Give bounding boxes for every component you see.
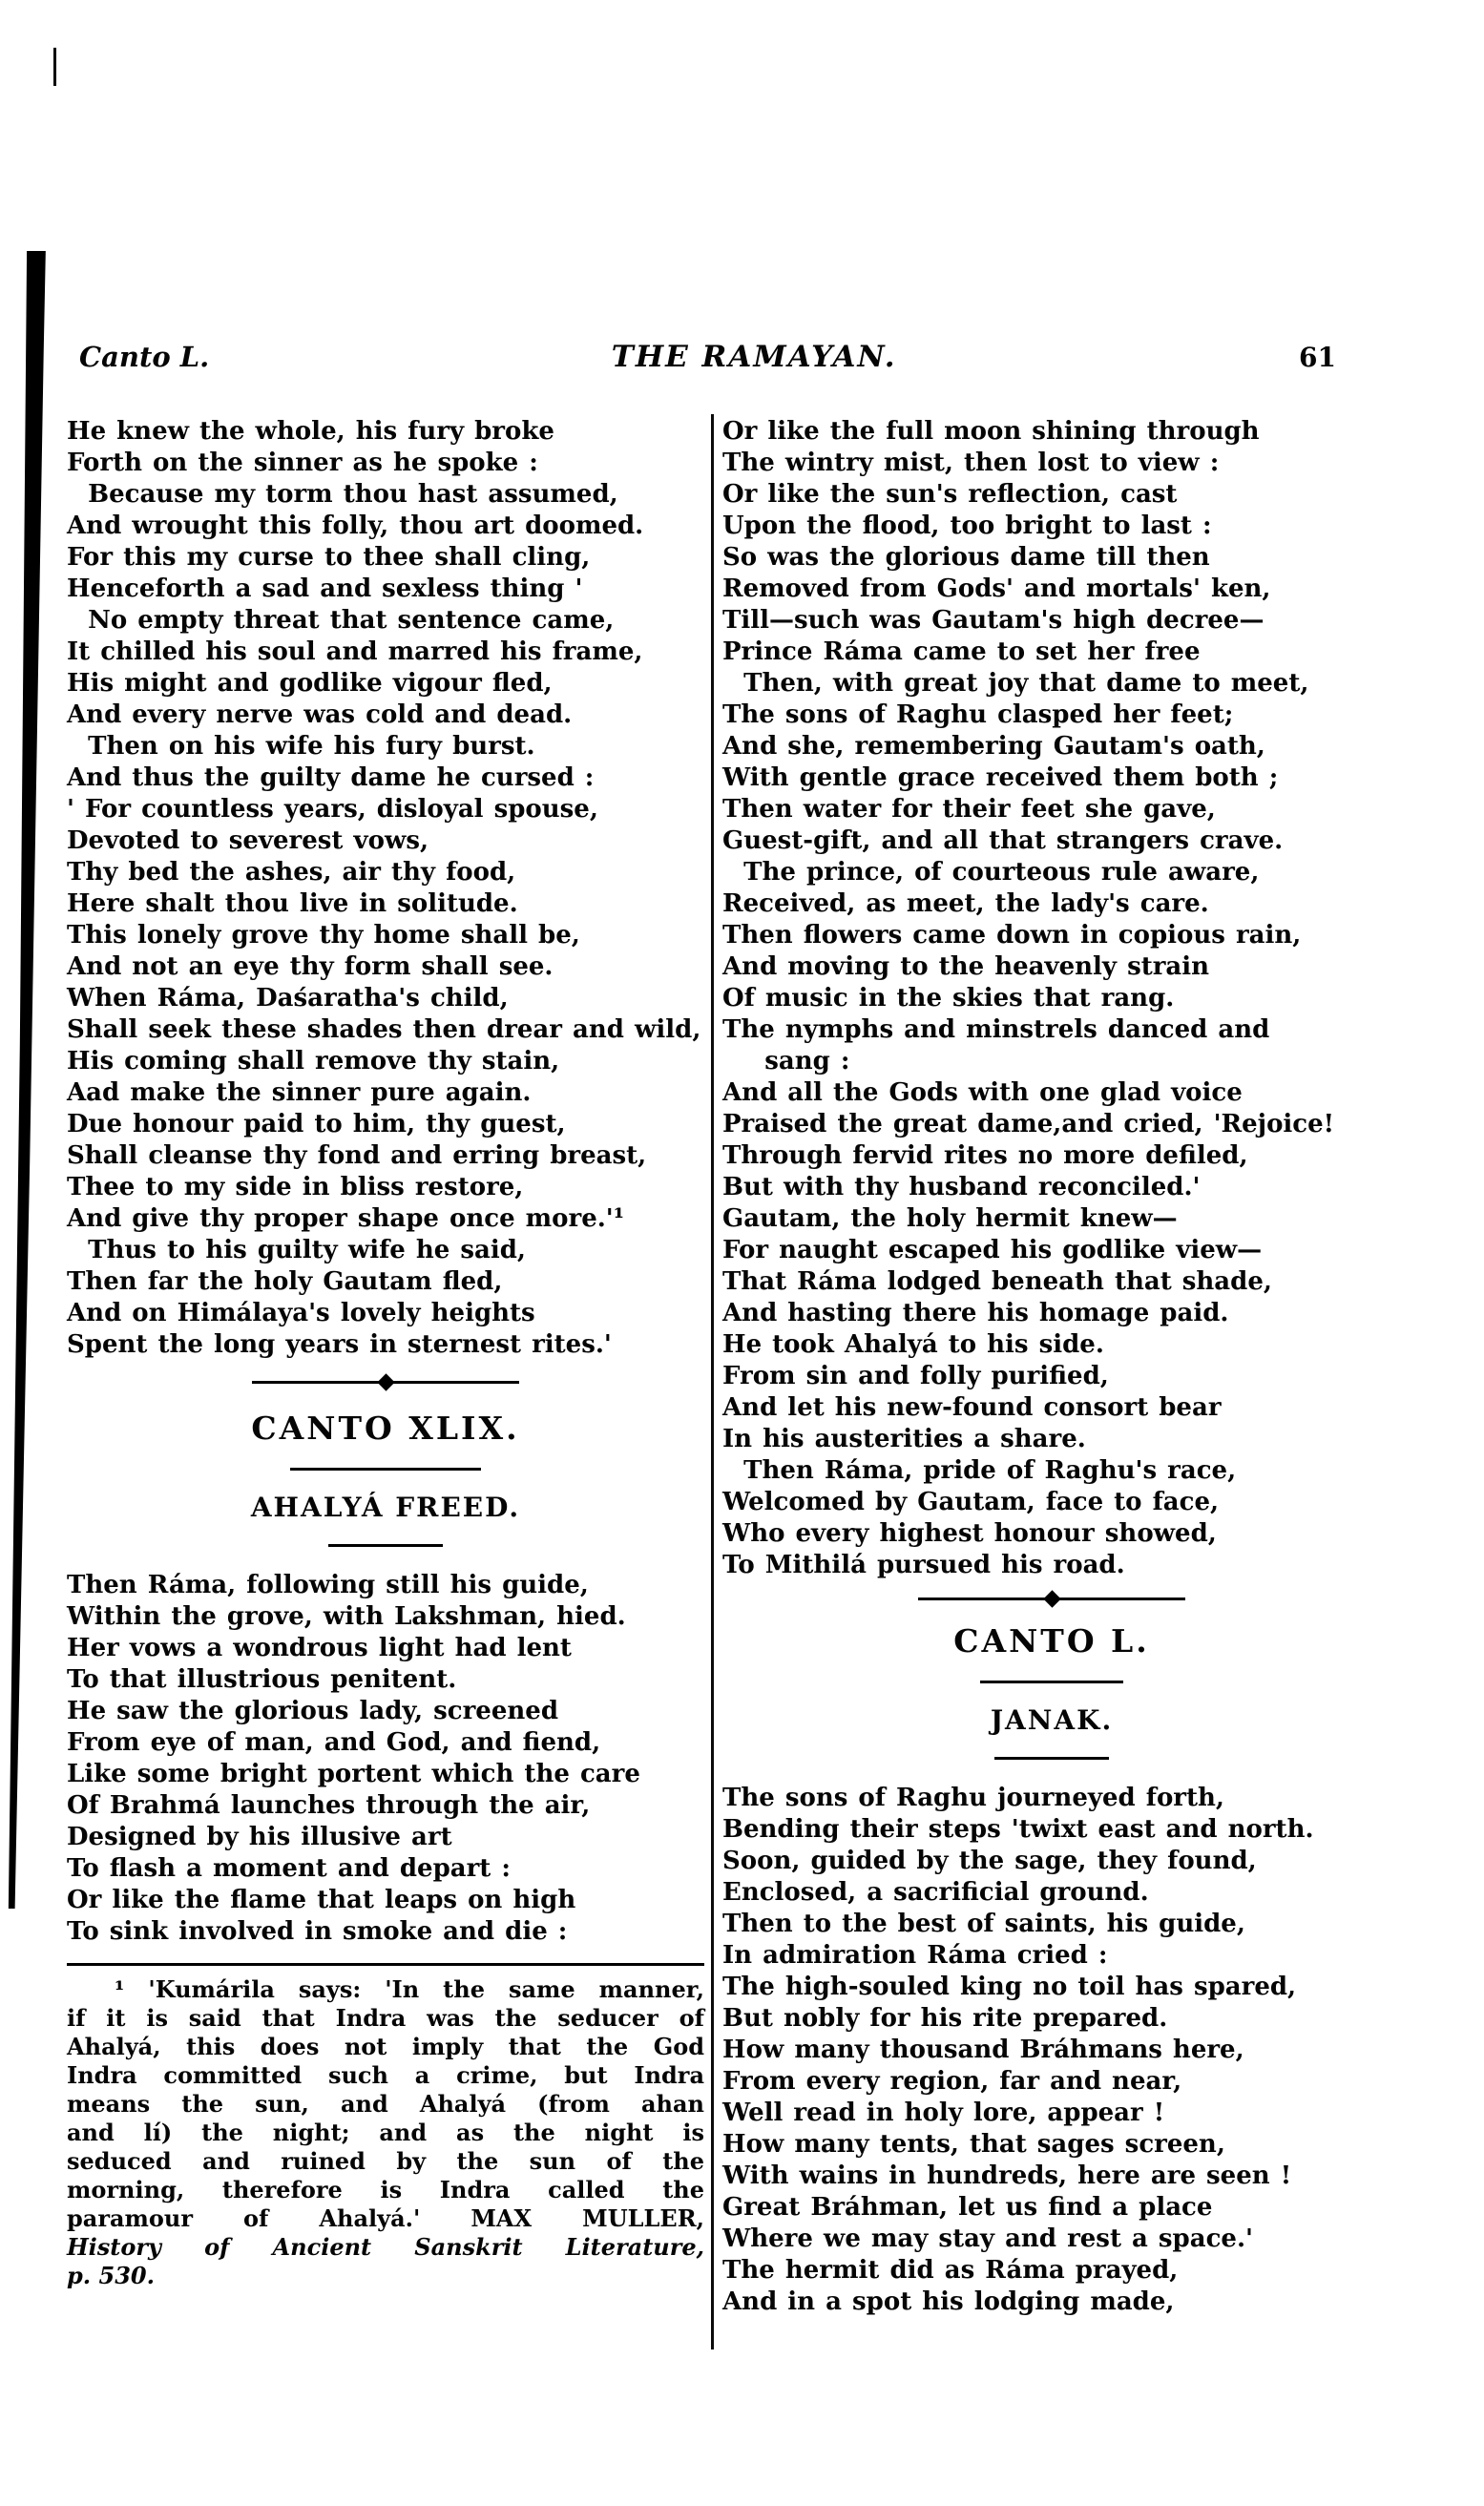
text-line: The hermit did as Ráma prayed, (722, 2256, 1179, 2285)
text-line: Forth on the sinner as he spoke : (67, 449, 538, 477)
text-line: But with thy husband reconciled.' (722, 1173, 1201, 1201)
text-line: In his austerities a share. (722, 1425, 1086, 1453)
text-line: His might and godlike vigour fled, (67, 669, 553, 698)
text-line: And not an eye thy form shall see. (67, 952, 554, 981)
text-line: Guest-gift, and all that strangers crave. (722, 826, 1284, 855)
text-line: Praised the great dame,and cried, 'Rejoice! (722, 1110, 1335, 1138)
text-line: Thee to my side in bliss restore, (67, 1173, 524, 1201)
text-line: The sons of Raghu journeyed forth, (722, 1784, 1224, 1812)
running-head (79, 340, 1336, 374)
text-line: Through fervid rites no more defiled, (722, 1141, 1248, 1170)
text-line: Of Brahmá launches through the air, (67, 1791, 591, 1820)
canto-xlix-poem (67, 1570, 704, 1948)
text-line: p. 530. (67, 2262, 155, 2289)
canto-xlix-subtitle: AHALYÁ FREED. (250, 1492, 521, 1523)
text-line: Upon the flood, too bright to last : (722, 512, 1212, 540)
text-line: To that illustrious penitent. (67, 1665, 457, 1694)
text-line: Henceforth a sad and sexless thing ' (67, 574, 583, 603)
text-line: And give thy proper shape once more.'¹ (67, 1204, 625, 1233)
text-line: Like some bright portent which the care (67, 1760, 640, 1788)
text-line: He took Ahalyá to his side. (722, 1330, 1104, 1359)
text-line: Of music in the skies that rang. (722, 984, 1175, 1013)
subtitle-rule (328, 1544, 443, 1547)
text-line: History of Ancient Sanskrit Literature, (67, 2233, 704, 2261)
text-line: The high-souled king no toil has spared, (722, 1973, 1297, 2001)
text-line: So was the glorious dame till then (722, 543, 1210, 572)
text-line: Or like the full moon shining through (722, 417, 1260, 446)
text-line: He saw the glorious lady, screened (67, 1697, 558, 1725)
text-line: Removed from Gods' and mortals' ken, (722, 574, 1271, 603)
running-head-canto: Canto L. (79, 341, 210, 373)
text-line: Where we may stay and rest a space.' (722, 2224, 1253, 2253)
text-line: Designed by his illusive art (67, 1823, 452, 1851)
text-line: Bending their steps 'twixt east and north. (722, 1815, 1314, 1844)
scan-corner-mark (53, 48, 56, 86)
footnote (67, 1975, 704, 2290)
text-line: How many tents, that sages screen, (722, 2130, 1225, 2159)
text-line: It chilled his soul and marred his frame, (67, 637, 643, 666)
text-line: Then, with great joy that dame to meet, (722, 669, 1309, 698)
text-line: In admiration Ráma cried : (722, 1941, 1108, 1970)
text-line: ¹ 'Kumárila says: 'In the same manner, (67, 1975, 704, 2003)
canto-xlviii-continuation (67, 416, 704, 1361)
text-line: Or like the sun's reflection, cast (722, 480, 1178, 509)
text-line: Great Bráhman, let us find a place (722, 2193, 1213, 2222)
text-line: Who every highest honour showed, (722, 1519, 1217, 1548)
diamond-ornament-icon (1043, 1590, 1060, 1607)
text-line: To Mithilá pursued his road. (722, 1551, 1125, 1579)
text-line: Well read in holy lore, appear ! (722, 2099, 1165, 2127)
text-line: sang : (722, 1047, 850, 1075)
text-line: Shall cleanse thy fond and erring breast, (67, 1141, 647, 1170)
right-column (722, 416, 1381, 2318)
text-line: With wains in hundreds, here are seen ! (722, 2161, 1292, 2190)
text-line: And let his new-found consort bear (722, 1393, 1222, 1422)
text-line: When Ráma, Daśaratha's child, (67, 984, 509, 1013)
text-line: Because my torm thou hast assumed, (67, 480, 618, 509)
text-line: The prince, of courteous rule aware, (722, 858, 1260, 887)
text-line: And in a spot his lodging made, (722, 2287, 1175, 2316)
footnote-separator-rule (67, 1963, 704, 1966)
text-line: With gentle grace received them both ; (722, 763, 1279, 792)
text-line: ' For countless years, disloyal spouse, (67, 795, 598, 824)
page-number: 61 (1299, 342, 1336, 373)
text-line: And she, remembering Gautam's oath, (722, 732, 1265, 761)
text-line: Thy bed the ashes, air thy food, (67, 858, 516, 887)
left-column (67, 416, 704, 2290)
text-line: Or like the flame that leaps on high (67, 1886, 576, 1914)
text-line: if it is said that Indra was the seducer of (67, 2004, 704, 2032)
text-line: Then flowers came down in copious rain, (722, 921, 1302, 950)
canto-l-title: CANTO L. (953, 1622, 1150, 1660)
text-line: Then Ráma, following still his guide, (67, 1571, 589, 1599)
text-line: And hasting there his homage paid. (722, 1299, 1229, 1327)
text-line: Then water for their feet she gave, (722, 795, 1216, 824)
text-line: Then to the best of saints, his guide, (722, 1910, 1245, 1938)
text-line: He knew the whole, his fury broke (67, 417, 554, 446)
text-line: That Ráma lodged beneath that shade, (722, 1267, 1272, 1296)
canto-l-subtitle: JANAK. (990, 1704, 1114, 1736)
text-line: Shall seek these shades then drear and wild, (67, 1015, 701, 1044)
text-line: For this my curse to thee shall cling, (67, 543, 591, 572)
text-line: means the sun, and Ahalyá (from ahan (67, 2090, 704, 2118)
text-line: Due honour paid to him, thy guest, (67, 1110, 566, 1138)
text-line: To sink involved in smoke and die : (67, 1917, 568, 1946)
text-line: Then Ráma, pride of Raghu's race, (722, 1456, 1237, 1485)
title-rule (290, 1468, 481, 1471)
text-line: and lí) the night; and as the night is (67, 2119, 704, 2146)
text-line: From eye of man, and God, and fiend, (67, 1728, 601, 1757)
text-line: The nymphs and minstrels danced and (722, 1015, 1270, 1044)
text-line: This lonely grove thy home shall be, (67, 921, 580, 950)
text-line: And every nerve was cold and dead. (67, 700, 573, 729)
title-rule (980, 1681, 1123, 1683)
canto-xlix-poem-continued (722, 416, 1381, 1581)
text-line: From every region, far and near, (722, 2067, 1182, 2096)
text-line: His coming shall remove thy stain, (67, 1047, 560, 1075)
text-line: Here shalt thou live in solitude. (67, 889, 518, 918)
text-line: To flash a moment and depart : (67, 1854, 511, 1883)
text-line: Ahalyá, this does not imply that the God (67, 2033, 704, 2060)
text-line: And on Himálaya's lovely heights (67, 1299, 535, 1327)
text-line: seduced and ruined by the sun of the (67, 2147, 704, 2175)
text-line: Gautam, the holy hermit knew— (722, 1204, 1178, 1233)
text-line: No empty threat that sentence came, (67, 606, 615, 635)
text-line: paramour of Ahalyá.' MAX MULLER, (67, 2204, 704, 2232)
canto-l-poem (722, 1783, 1381, 2318)
text-line: Welcomed by Gautam, face to face, (722, 1488, 1220, 1516)
text-line: And all the Gods with one glad voice (722, 1078, 1243, 1107)
text-line: Then on his wife his fury burst. (67, 732, 535, 761)
text-line: Soon, guided by the sage, they found, (722, 1847, 1257, 1875)
subtitle-rule (994, 1757, 1109, 1760)
text-line: And thus the guilty dame he cursed : (67, 763, 595, 792)
text-line: From sin and folly purified, (722, 1362, 1109, 1390)
text-line: The sons of Raghu clasped her feet; (722, 700, 1234, 729)
text-line: Devoted to severest vows, (67, 826, 429, 855)
text-line: The wintry mist, then lost to view : (722, 449, 1220, 477)
text-line: Then far the holy Gautam fled, (67, 1267, 503, 1296)
text-line: Prince Ráma came to set her free (722, 637, 1201, 666)
text-line: But nobly for his rite prepared. (722, 2004, 1168, 2033)
column-divider-rule (711, 414, 714, 2349)
canto-xlix-title: CANTO XLIX. (251, 1410, 520, 1447)
text-line: Spent the long years in sternest rites.' (67, 1330, 612, 1359)
section-divider-ornament (918, 1593, 1185, 1605)
text-line: And wrought this folly, thou art doomed. (67, 512, 644, 540)
text-line: And moving to the heavenly strain (722, 952, 1210, 981)
text-line: Her vows a wondrous light had lent (67, 1634, 572, 1662)
running-head-title: THE RAMAYAN. (611, 340, 897, 374)
text-line: How many thousand Bráhmans here, (722, 2036, 1244, 2064)
text-line: For naught escaped his godlike view— (722, 1236, 1263, 1264)
text-line: Thus to his guilty wife he said, (67, 1236, 526, 1264)
section-divider-ornament (252, 1376, 519, 1389)
text-line: Received, as meet, the lady's care. (722, 889, 1209, 918)
text-line: Within the grove, with Lakshman, hied. (67, 1602, 626, 1631)
text-line: Indra committed such a crime, but Indra (67, 2061, 704, 2089)
text-line: morning, therefore is Indra called the (67, 2176, 704, 2203)
text-line: Till—such was Gautam's high decree— (722, 606, 1265, 635)
diamond-ornament-icon (377, 1373, 394, 1390)
text-line: Aad make the sinner pure again. (67, 1078, 532, 1107)
text-line: Enclosed, a sacrificial ground. (722, 1878, 1149, 1907)
binding-shadow (0, 251, 50, 1909)
